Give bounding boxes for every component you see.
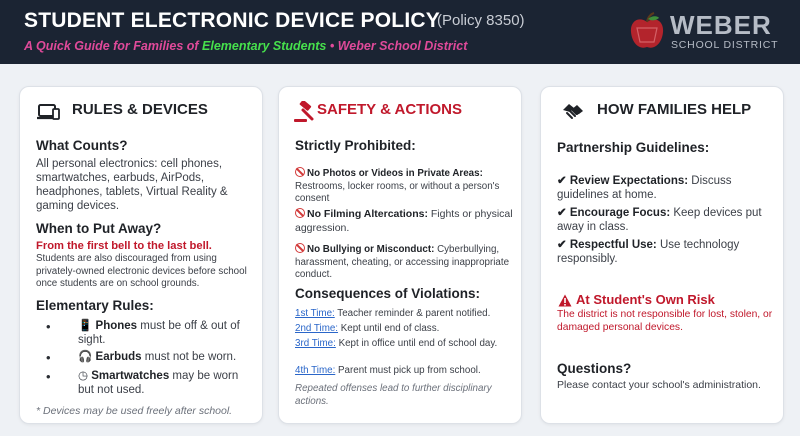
handshake-icon bbox=[561, 101, 585, 123]
logo-subtext: SCHOOL DISTRICT bbox=[671, 39, 779, 51]
prohibited-text: Cyberbullying, harassment, cheating, or accessing inappropriate conduct. bbox=[295, 244, 510, 280]
guideline-text: Keep devices put away in class. bbox=[557, 207, 762, 233]
prohibited-bold: No Bullying or Misconduct: bbox=[307, 244, 435, 255]
consequence-item bbox=[295, 308, 515, 321]
consequence-item bbox=[295, 323, 515, 336]
prohibited-bold: No Filming Altercations: bbox=[307, 208, 428, 220]
questions-text: Please contact your school's administration. bbox=[557, 379, 761, 391]
consequence-link[interactable]: 4th Time: bbox=[295, 365, 336, 376]
ban-icon bbox=[295, 208, 305, 218]
subtitle-prefix: A Quick Guide for Families of bbox=[24, 39, 203, 53]
rules-card bbox=[19, 86, 263, 424]
guideline-item bbox=[557, 206, 775, 234]
elementary-heading: Elementary Rules: bbox=[36, 298, 154, 313]
when-text: Students are also discouraged from using privately-owned electronic devices before school once students are on school grounds. bbox=[36, 253, 247, 289]
ban-icon bbox=[295, 243, 305, 253]
rule-item-earbuds bbox=[78, 350, 256, 364]
guideline-item bbox=[557, 238, 767, 266]
consequence-text: Kept in office until end of school day. bbox=[335, 338, 498, 349]
prohibited-item bbox=[295, 207, 515, 235]
rule-bold: Smartwatches bbox=[91, 370, 170, 382]
rule-item-phones bbox=[78, 319, 256, 347]
consequence-item bbox=[295, 338, 515, 351]
rules-footnote: * Devices may be used freely after school. bbox=[36, 405, 233, 417]
prohibited-bold: No Photos or Videos in Private Areas: bbox=[307, 168, 483, 179]
check-icon: ✔ bbox=[557, 239, 567, 251]
guidelines-heading: Partnership Guidelines: bbox=[557, 140, 710, 155]
apple-icon bbox=[627, 12, 667, 52]
gavel-icon bbox=[293, 101, 317, 123]
consequence-link[interactable]: 3rd Time: bbox=[295, 338, 336, 349]
consequence-text: Kept until end of class. bbox=[338, 323, 440, 334]
rules-title: RULES & DEVICES bbox=[72, 101, 208, 118]
page-title: STUDENT ELECTRONIC DEVICE POLICY bbox=[24, 9, 440, 32]
guideline-bold: Review Expectations: bbox=[569, 175, 689, 187]
consequence-text: Teacher reminder & parent notified. bbox=[334, 308, 491, 319]
laptop-icon bbox=[36, 101, 60, 123]
rule-text: must not be worn. bbox=[141, 351, 237, 363]
repeated-offenses-note: Repeated offenses lead to further disciplinary actions. bbox=[295, 383, 492, 407]
consequence-item bbox=[295, 365, 515, 378]
rule-bullet: • bbox=[46, 369, 51, 384]
subtitle-highlight: Elementary Students bbox=[202, 39, 327, 53]
page-subtitle bbox=[24, 39, 467, 53]
prohibited-heading: Strictly Prohibited: bbox=[295, 138, 416, 153]
rule-text: must be off & out of sight. bbox=[78, 320, 240, 346]
prohibited-item bbox=[295, 243, 517, 282]
check-icon: ✔ bbox=[557, 207, 567, 219]
guideline-item bbox=[557, 174, 775, 202]
when-heading: When to Put Away? bbox=[36, 221, 162, 236]
what-counts-heading: What Counts? bbox=[36, 138, 128, 153]
what-counts-text: All personal electronics: cell phones, smartwatches, earbuds, AirPods, headphones, tablets, Virtual Reality & gaming devices. bbox=[36, 158, 228, 212]
safety-title: SAFETY & ACTIONS bbox=[317, 101, 463, 118]
guideline-bold: Encourage Focus: bbox=[569, 207, 671, 219]
prohibited-text: Restrooms, locker rooms, or without a person's consent bbox=[295, 180, 500, 204]
rule-bold: Phones bbox=[95, 320, 138, 332]
risk-heading: At Student's Own Risk bbox=[576, 292, 715, 307]
policy-number: (Policy 8350) bbox=[437, 12, 525, 29]
ban-icon bbox=[295, 167, 305, 177]
rule-bullet: • bbox=[46, 350, 51, 365]
rule-text: may be worn but not used. bbox=[78, 370, 239, 396]
consequence-link[interactable]: 2nd Time: bbox=[295, 323, 339, 334]
consequence-link[interactable]: 1st Time: bbox=[295, 308, 335, 319]
header-banner bbox=[0, 0, 800, 64]
prohibited-text: Fights or physical aggression. bbox=[295, 208, 513, 234]
guideline-bold: Respectful Use: bbox=[569, 239, 657, 251]
watch-icon: ◷ bbox=[78, 370, 89, 382]
families-title: HOW FAMILIES HELP bbox=[597, 101, 752, 118]
consequence-text: Parent must pick up from school. bbox=[335, 365, 481, 376]
families-card bbox=[540, 86, 784, 424]
check-icon: ✔ bbox=[557, 175, 567, 187]
consequences-heading: Consequences of Violations: bbox=[295, 286, 481, 301]
safety-card bbox=[278, 86, 522, 424]
guideline-text: Use technology responsibly. bbox=[557, 239, 740, 265]
logo-wordmark: WEBER bbox=[670, 10, 772, 40]
risk-text: The district is not responsible for lost, stolen, or damaged personal devices. bbox=[557, 309, 773, 333]
rule-bold: Earbuds bbox=[95, 351, 142, 363]
guideline-text: Discuss guidelines at home. bbox=[557, 175, 732, 201]
phone-icon: 📱 bbox=[78, 320, 93, 332]
subtitle-suffix: • Weber School District bbox=[326, 39, 468, 53]
rule-bullet: • bbox=[46, 319, 51, 334]
when-emphasis: From the first bell to the last bell. bbox=[36, 240, 212, 252]
rule-item-smartwatches bbox=[78, 369, 250, 397]
prohibited-item bbox=[295, 167, 515, 206]
headphones-icon: 🎧 bbox=[78, 351, 93, 363]
warning-icon bbox=[558, 294, 572, 307]
district-logo bbox=[627, 12, 787, 52]
questions-heading: Questions? bbox=[557, 361, 632, 376]
